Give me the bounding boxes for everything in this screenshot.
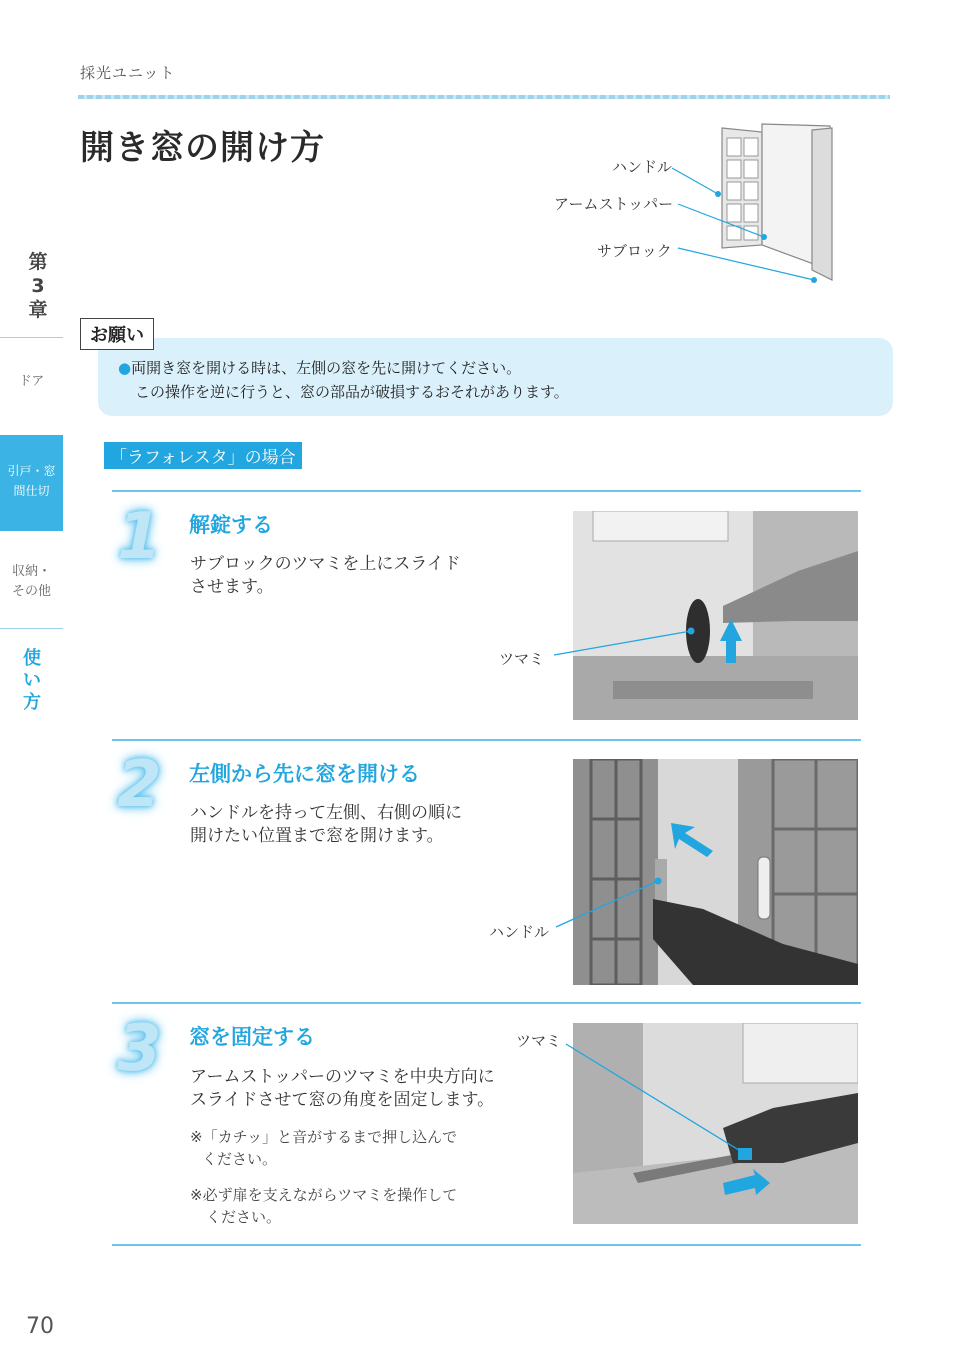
step-number: 3 <box>117 1012 162 1086</box>
step-line: アームストッパーのツマミを中央方向に <box>190 1067 495 1087</box>
sidebar-divider <box>0 628 63 629</box>
callout-label: ツマミ <box>516 1032 562 1050</box>
step-title: 窓を固定する <box>189 1025 315 1049</box>
sidebar-item-door[interactable] <box>0 372 63 392</box>
callout-label: ツマミ <box>499 650 545 668</box>
step-line: サブロックのツマミを上にスライド <box>190 554 461 574</box>
note-line: ※必ず扉を支えながらツマミを操作して <box>190 1186 458 1204</box>
step-description <box>190 553 461 599</box>
step-line: ハンドルを持って左側、右側の順に <box>190 803 462 823</box>
chapter-number: 3 <box>31 275 45 297</box>
step-photo <box>573 511 858 720</box>
current-section-char: い <box>23 670 41 691</box>
step-note <box>190 1184 457 1228</box>
page-title: 開き窓の開け方 <box>80 128 325 168</box>
sidebar-current-section <box>20 648 44 714</box>
diagram-label-sub-lock: サブロック <box>597 242 672 260</box>
step-line: 開けたい位置まで窓を開けます。 <box>190 826 444 846</box>
bullet-icon: ● <box>118 359 132 377</box>
notice-tag: お願い <box>80 318 154 350</box>
callout-label: ハンドル <box>489 923 550 941</box>
current-section-char: 方 <box>23 692 41 713</box>
callout-line <box>552 875 667 935</box>
window-parts-diagram <box>550 120 850 295</box>
header-divider <box>78 95 890 99</box>
notice-line: 両開き窓を開ける時は、左側の窓を先に開けてください。 <box>131 359 522 377</box>
sidebar-item-sliding-door-window[interactable] <box>0 435 63 531</box>
step-number: 2 <box>117 748 162 822</box>
step-note <box>190 1126 457 1170</box>
sidebar-item-label: ドア <box>18 374 45 389</box>
sidebar-item-label: 間仕切 <box>13 484 50 498</box>
notice-text <box>118 357 521 378</box>
step-line: させます。 <box>190 577 274 597</box>
chapter-marker <box>18 250 58 322</box>
step-title: 左側から先に窓を開ける <box>189 762 420 786</box>
step-divider <box>112 1244 861 1246</box>
note-line: ※「カチッ」と音がするまで押し込んで <box>190 1128 458 1146</box>
step-photo <box>573 759 858 985</box>
sidebar-item-label: 引戸・窓 <box>7 464 56 478</box>
step-divider <box>112 1002 861 1004</box>
step-divider <box>112 490 861 492</box>
step-divider <box>112 739 861 741</box>
sidebar-divider <box>0 337 63 338</box>
step-description <box>190 802 462 848</box>
chapter-char: 章 <box>28 299 48 321</box>
callout-line <box>562 1040 752 1160</box>
current-section-char: 使 <box>23 648 41 669</box>
diagram-label-handle: ハンドル <box>612 158 673 176</box>
step-title: 解錠する <box>189 513 273 537</box>
unlock-photo-illustration <box>573 511 858 720</box>
step-number: 1 <box>117 500 162 574</box>
case-label: 「ラフォレスタ」の場合 <box>104 442 302 469</box>
step-line: スライドさせて窓の角度を固定します。 <box>190 1090 495 1110</box>
page-number: 70 <box>26 1314 54 1339</box>
chapter-char: 第 <box>28 251 48 273</box>
open-window-photo-illustration <box>573 759 858 985</box>
notice-line: この操作を逆に行うと、窓の部品が破損するおそれがあります。 <box>135 383 569 401</box>
section-label: 採光ユニット <box>80 64 176 82</box>
sidebar-item-storage-other[interactable] <box>0 562 63 602</box>
sidebar-item-label: 収納・ <box>11 564 51 579</box>
step-description <box>190 1066 495 1112</box>
diagram-label-arm-stopper: アームストッパー <box>554 195 674 213</box>
callout-line <box>550 624 700 664</box>
sidebar-item-label: その他 <box>11 584 51 599</box>
note-line: ください。 <box>202 1150 278 1168</box>
note-line: ください。 <box>206 1208 282 1226</box>
